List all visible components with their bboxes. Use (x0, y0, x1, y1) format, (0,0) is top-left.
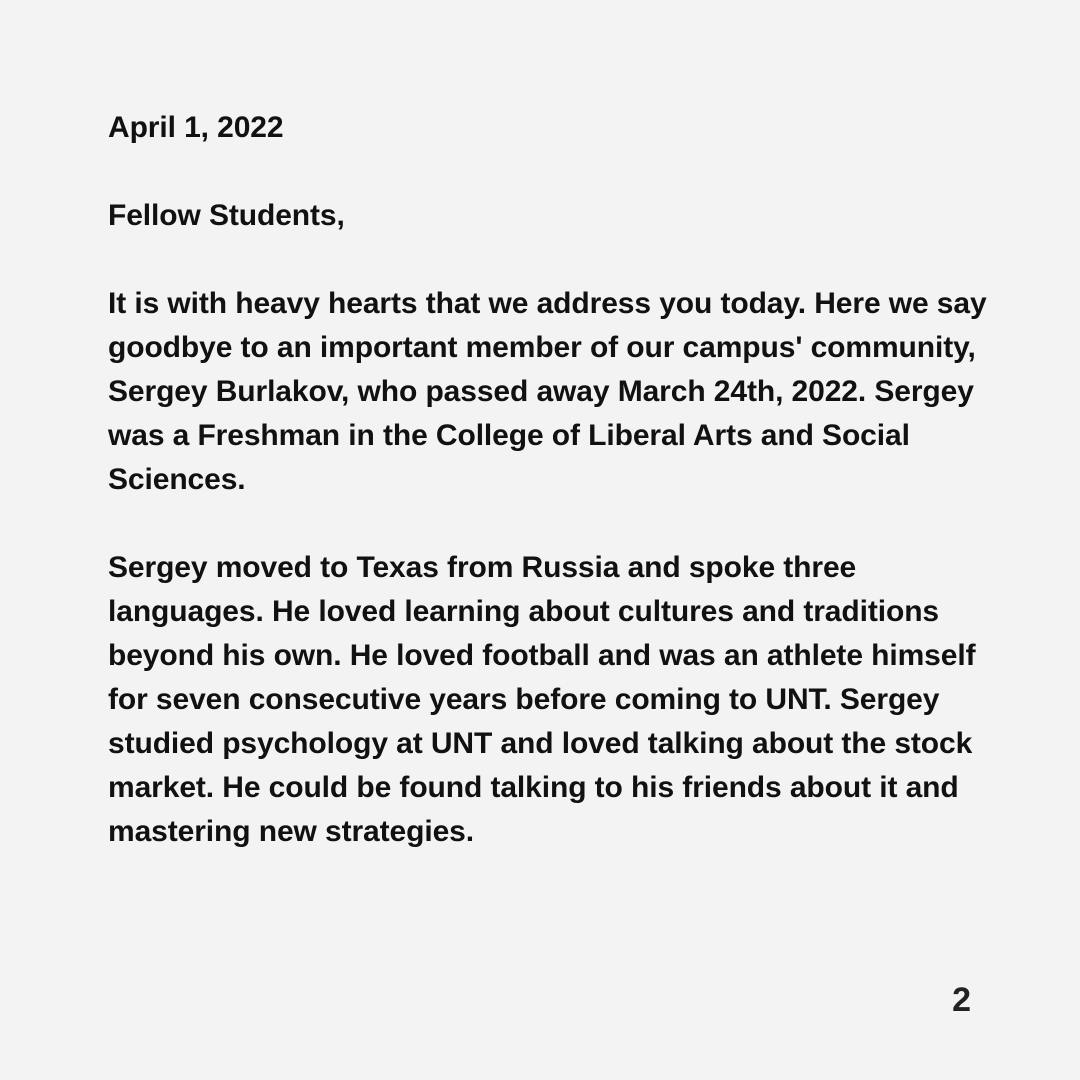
page-number: 2 (952, 981, 971, 1019)
letter-paragraph-1: It is with heavy hearts that we address you today. Here we say goodbye to an important member of our campus' community, Sergey Burlakov, who passed away March 24th, 2022. Sergey was a Freshman in the College of Liberal Arts and Social Sciences. (108, 287, 987, 496)
letter-body (108, 106, 988, 898)
letter-salutation: Fellow Students, (108, 199, 345, 232)
letter-date: April 1, 2022 (108, 111, 284, 144)
letter-paragraph-2: Sergey moved to Texas from Russia and spoke three languages. He loved learning about cultures and traditions beyond his own. He loved football and was an athlete himself for seven consecutive years before coming to UNT. Sergey studied psychology at UNT and loved talking about the stock market. He could be found talking to his friends about it and mastering new strategies. (108, 551, 976, 848)
